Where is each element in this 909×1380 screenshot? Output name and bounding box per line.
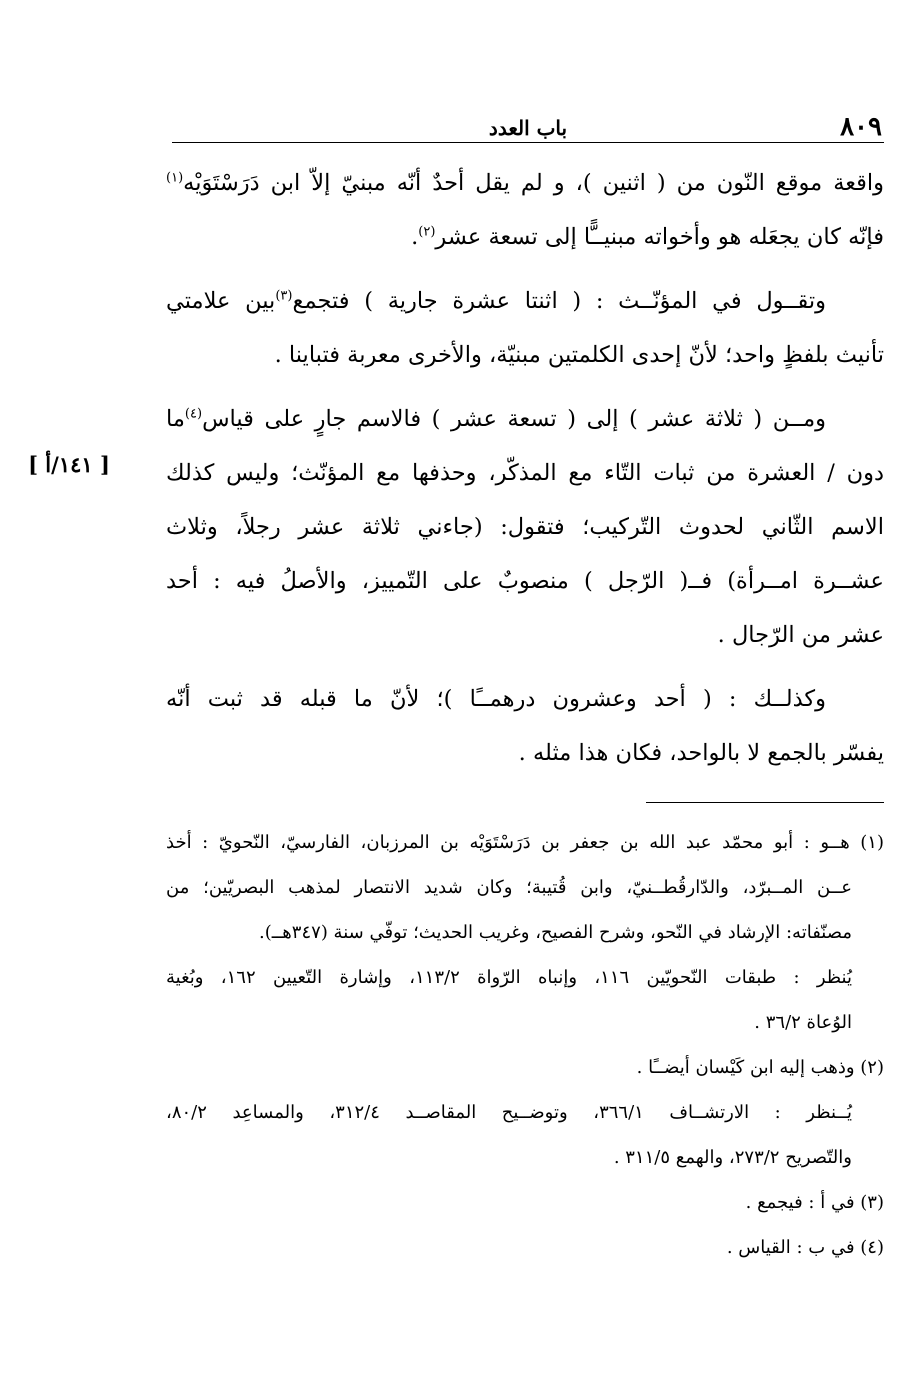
text-line-text: عشر من الرّجال . [717,622,884,648]
text-line [166,672,884,726]
text-line-continuation: بين علامتي [166,288,276,314]
text-line [166,392,884,446]
text-line [166,446,884,500]
text-line [166,554,884,608]
text-line-text: وتقــول في المؤنّــث : ( اثنتا عشرة جارية ) فتجمع [292,288,826,314]
footnote-marker: (٢) [418,224,436,240]
footnote-line [166,1090,884,1135]
text-line [166,156,884,210]
page-header [172,112,884,143]
footnote-line [166,1225,884,1270]
text-line [166,726,884,780]
text-line-text: تأنيث بلفظٍ واحد؛ لأنّ إحدى الكلمتين مبنيّة، والأخرى معربة فتباينا . [274,342,884,368]
footnote-line [166,1180,884,1225]
footnote-marker: (٤) [184,406,203,422]
footnote-line-text: مصنّفاته: الإرشاد في النّحو، وشرح الفصيح، وغريب الحديث؛ توفّي سنة (٣٤٧هــ). [259,922,852,943]
text-line [166,608,884,662]
footnote-line-text: يُــنظر : الارتشــاف ٣٦٦/١، وتوضــيح المقاصــد ٣١٢/٤، والمساعِد ٨٠/٢، [166,1102,852,1123]
footnote-line [166,955,884,1000]
footnote-line [166,1000,884,1045]
footnote-separator [646,802,884,803]
text-line-text: فإنّه كان يجعَله هو وأخواته مبنيــًّا إلى تسعة عشر [435,224,884,250]
footnote-line [166,865,884,910]
text-line-text: يفسّر بالجمع لا بالواحد، فكان هذا مثله . [518,740,884,766]
text-line [166,210,884,264]
footnote-line-text: عــن المــبرّد، والدّارقُطــنيّ، وابن قُتيبة؛ وكان شديد الانتصار لمذهب البصريّين؛ من [166,877,852,898]
footnote-line [166,820,884,865]
footnote-marker: (٣) [275,288,293,304]
footnote-line-text: (٣) في أ : فيجمع . [745,1192,884,1213]
footnote-line-text: يُنظر : طبقات النّحويّين ١١٦، وإنباه الرّواة ١١٣/٢، وإشارة التّعيين ١٦٢، وبُغية [166,967,852,988]
text-line [166,274,884,328]
footnote-line [166,1135,884,1180]
text-line-continuation: . [411,224,419,250]
text-line-text: واقعة موقع النّون من ( اثنين )، و لم يقل أحدٌ أنّه مبنيّ إلاّ ابن دَرَسْتَوَيْه [183,170,884,196]
text-line-text: الاسم الثّاني لحدوث التّركيب؛ فتقول: (جاءني ثلاثة عشر رجلاً، وثلاث [166,514,884,540]
footnote-line-text: (٤) في ب : القياس . [726,1237,884,1258]
text-line [166,500,884,554]
manuscript-folio-reference: [ ١٤١/أ ] [28,452,110,477]
text-line-continuation: ما [166,406,185,432]
footnote-line-text: والتّصريح ٢٧٣/٢، والهمع ٣١١/٥ . [613,1147,852,1168]
text-line-text: دون / العشرة من ثبات التّاء مع المذكّر، وحذفها مع المؤنّث؛ وليس كذلك [166,460,884,486]
running-title: باب العدد [488,116,568,140]
page-number: ٨٠٩ [840,112,882,142]
footnote-line [166,910,884,955]
footnote-marker: (١) [166,170,184,186]
main-text [166,156,884,780]
text-line-text: عشــرة امــرأة) فــ( الرّجل ) منصوبٌ على التّمييز، والأصلُ فيه : أحد [166,568,884,594]
footnote-line-text: (٢) وذهب إليه ابن كَيْسان أيضــًا . [636,1057,884,1078]
footnote-line-text: الوُعاة ٣٦/٢ . [754,1012,852,1033]
footnote-line-text: (١) هــو : أبو محمّد عبد الله بن جعفر بن دَرَسْتَوَيْه بن المرزبان، الفارسيّ، النّحويّ : أخذ [166,832,884,853]
text-line-text: وكذلــك : ( أحد وعشرون درهمــًا )؛ لأنّ ما قبله قد ثبت أنّه [166,686,826,712]
footnote-line [166,1045,884,1090]
text-line-text: ومــن ( ثلاثة عشر ) إلى ( تسعة عشر ) فالاسم جارٍ على قياس [202,406,826,432]
footnotes [166,820,884,1270]
text-line [166,328,884,382]
